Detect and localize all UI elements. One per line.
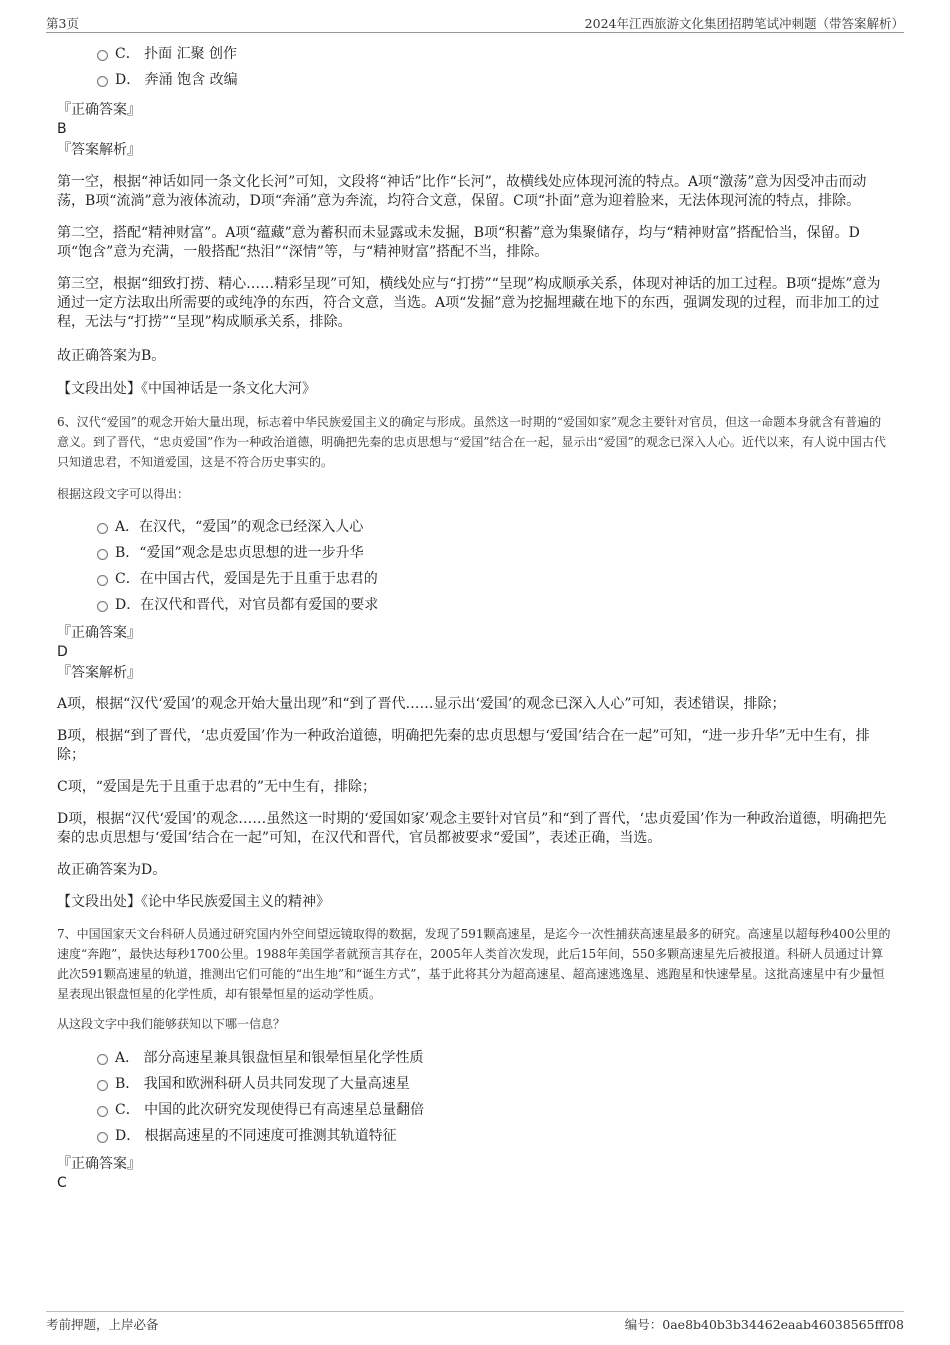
q7-option-c[interactable]: C． 中国的此次研究发现使得已有高速星总量翻倍 — [57, 1100, 893, 1126]
q6-option-c[interactable]: C．在中国古代，爱国是先于且重于忠君的 — [57, 569, 893, 595]
radio-icon[interactable] — [97, 575, 108, 586]
q7-option-b[interactable]: B． 我国和欧洲科研人员共同发现了大量高速星 — [57, 1074, 893, 1100]
page-number: 第3页 — [46, 16, 79, 31]
q5-option-c[interactable]: C． 扑面 汇聚 创作 — [57, 44, 893, 70]
radio-icon[interactable] — [97, 1054, 108, 1065]
q6-analysis-b: B项，根据“到了晋代，‘忠贞爱国’作为一种政治道德，明确把先秦的忠贞思想与‘爱国’结合在一起”可知，“进一步升华”无中生有，排除； — [57, 728, 870, 763]
page-footer — [46, 1311, 904, 1336]
q6-analysis-d: D项，根据“汉代‘爱国’的观念……虽然这一时期的‘爱国如家’观念主要针对官员”和“到了晋代，‘忠贞爱国’作为一种政治道德，明确把先秦的忠贞思想与‘爱国’结合在一起”可知，在汉代和晋代，官员都被要求“爱国”，表述正确，当选。 — [57, 811, 887, 846]
q6-source: 【文段出处】《论中华民族爱国主义的精神》 — [57, 894, 330, 910]
q6-answer: D — [57, 644, 68, 660]
q6-answer-label: 『正确答案』 — [57, 625, 141, 641]
q7-prompt: 从这段文字中我们能够获知以下哪一信息？ — [57, 1017, 286, 1031]
q5-analysis-2: 第二空，搭配“精神财富”。A项“蕴藏”意为蓄积而未显露或未发掘，B项“积蓄”意为集聚储存，均与“精神财富”搭配恰当，保留。D项“饱含”意为充满，一般搭配“热泪”“深情”等，与“精神财富”搭配不当，排除。 — [57, 225, 860, 260]
radio-icon[interactable] — [97, 1080, 108, 1091]
q6-option-b[interactable]: B．“爱国”观念是忠贞思想的进一步升华 — [57, 543, 893, 569]
q6-prompt: 根据这段文字可以得出： — [57, 487, 190, 501]
radio-icon[interactable] — [97, 523, 108, 534]
radio-icon[interactable] — [97, 1132, 108, 1143]
radio-icon[interactable] — [97, 50, 108, 61]
q6-option-d[interactable]: D．在汉代和晋代，对官员都有爱国的要求 — [57, 595, 893, 621]
document-title: 2024年江西旅游文化集团招聘笔试冲刺题（带答案解析） — [584, 16, 904, 31]
q5-option-d[interactable]: D． 奔涌 饱含 改编 — [57, 70, 893, 96]
footer-slogan: 考前押题，上岸必备 — [46, 1317, 159, 1332]
q7-answer: C — [57, 1175, 67, 1191]
radio-icon[interactable] — [97, 1106, 108, 1117]
q5-answer-label: 『正确答案』 — [57, 102, 141, 118]
q7-option-a[interactable]: A． 部分高速星兼具银盘恒星和银晕恒星化学性质 — [57, 1048, 893, 1074]
q7-answer-label: 『正确答案』 — [57, 1156, 141, 1172]
q5-source: 【文段出处】《中国神话是一条文化大河》 — [57, 381, 316, 397]
document-body — [57, 44, 893, 1192]
q7-option-d[interactable]: D． 根据高速星的不同速度可推测其轨道特征 — [57, 1126, 893, 1152]
q5-conclusion: 故正确答案为B。 — [57, 348, 166, 364]
q6-analysis-label: 『答案解析』 — [57, 665, 141, 681]
q5-answer: B — [57, 121, 67, 137]
radio-icon[interactable] — [97, 76, 108, 87]
q6-conclusion: 故正确答案为D。 — [57, 862, 167, 878]
q6-question-text: 6、汉代“爱国”的观念开始大量出现，标志着中华民族爱国主义的确定与形成。虽然这一时期的“爱国如家”观念主要针对官员，但这一命题本身就含有普遍的意义。到了晋代，“忠贞爱国”作为一种政治道德，明确把先秦的忠贞思想与“爱国”结合在一起，显示出“爱国”的观念已深入人心。近代以来，有人说中国古代只知道忠君，不知道爱国，这是不符合历史事实的。 — [57, 415, 886, 469]
q6-analysis-c: C项，“爱国是先于且重于忠君的”无中生有，排除； — [57, 779, 377, 795]
q6-option-a[interactable]: A．在汉代，“爱国”的观念已经深入人心 — [57, 517, 893, 543]
page-header — [46, 12, 904, 33]
q5-analysis-label: 『答案解析』 — [57, 142, 141, 158]
radio-icon[interactable] — [97, 549, 108, 560]
q6-analysis-a: A项，根据“汉代‘爱国’的观念开始大量出现”和“到了晋代……显示出‘爱国’的观念已深入人心”可知，表述错误，排除； — [57, 696, 786, 712]
q7-question-text: 7、中国国家天文台科研人员通过研究国内外空间望远镜取得的数据，发现了591颗高速星，是迄今一次性捕获高速星最多的研究。高速星以超每秒400公里的速度“奔跑”，最快达每秒1700公里。1988年美国学者就预言其存在，2005年人类首次发现，此后15年间，550多颗高速星先后被报道。科研人员通过计算此次591颗高速星的轨道，推测出它们可能的“出生地”和“诞生方式”，基于此将其分为超高速星、超高速逃逸星、逃跑星和快速晕星。这批高速星中有少量恒星表现出银盘恒星的化学性质，却有银晕恒星的运动学性质。 — [57, 927, 891, 1001]
document-id: 编号：0ae8b40b3b34462eaab46038565fff08 — [624, 1317, 904, 1332]
q5-analysis-1: 第一空，根据“神话如同一条文化长河”可知，文段将“神话”比作“长河”，故横线处应体现河流的特点。A项“激荡”意为因受冲击而动荡，B项“流淌”意为液体流动，D项“奔涌”意为奔流，均符合文意，保留。C项“扑面”意为迎着脸来，无法体现河流的特点，排除。 — [57, 174, 867, 209]
q5-analysis-3: 第三空，根据“细致打捞、精心……精彩呈现”可知，横线处应与“打捞”“呈现”构成顺承关系，体现对神话的加工过程。B项“提炼”意为通过一定方法取出所需要的或纯净的东西，符合文意，当选。A项“发掘”意为挖掘埋藏在地下的东西，强调发现的过程，而非加工的过程，无法与“打捞”“呈现”构成顺承关系，排除。 — [57, 276, 881, 330]
radio-icon[interactable] — [97, 601, 108, 612]
